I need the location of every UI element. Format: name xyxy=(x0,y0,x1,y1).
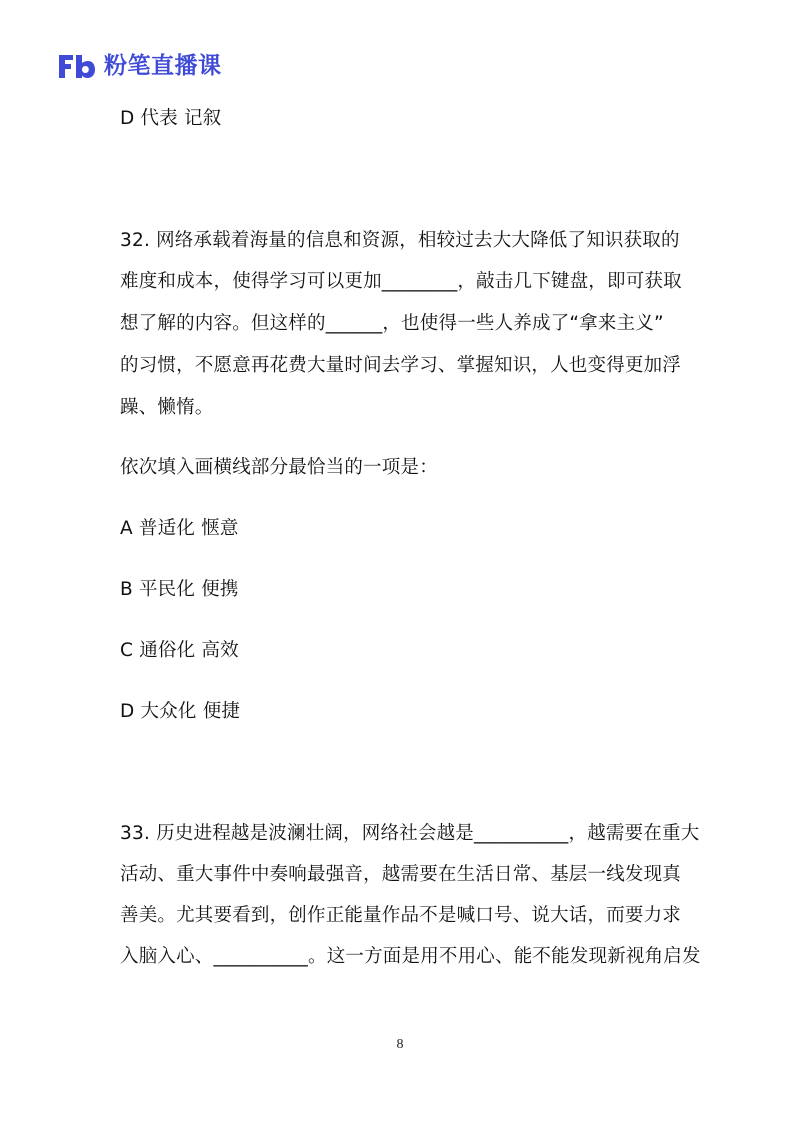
q32-stem-line: 想了解的内容。但这样的______，也使得一些人养成了“拿来主义” xyxy=(120,313,664,334)
q32-stem-line: 32. 网络承载着海量的信息和资源，相较过去大大降低了知识获取的 xyxy=(120,230,680,251)
prev-option-d: D 代表 记叙 xyxy=(120,108,222,129)
q33-stem-line: 活动、重大事件中奏响最强音，越需要在生活日常、基层一线发现真 xyxy=(120,864,682,885)
fenbi-logo-icon xyxy=(56,51,96,81)
q32-option-a: A 普适化 惬意 xyxy=(120,518,239,539)
page-header xyxy=(56,51,222,81)
q32-option-b: B 平民化 便携 xyxy=(120,579,239,600)
q32-stem-line: 躁、懒惰。 xyxy=(120,397,214,418)
q32-stem-line: 难度和成本，使得学习可以更加________，敲击几下键盘，即可获取 xyxy=(120,271,682,292)
q33-stem-line: 善美。尤其要看到，创作正能量作品不是喊口号、说大话，而要力求 xyxy=(120,905,682,926)
q32-stem-line: 的习惯，不愿意再花费大量时间去学习、掌握知识，人也变得更加浮 xyxy=(120,355,682,376)
q33-stem-line: 入脑入心、__________。这一方面是用不用心、能不能发现新视角启发 xyxy=(120,946,701,967)
brand-name: 粉笔直播课 xyxy=(104,53,222,79)
q33-stem-line: 33. 历史进程越是波澜壮阔，网络社会越是__________，越需要在重大 xyxy=(120,823,700,844)
q32-option-d: D 大众化 便捷 xyxy=(120,701,241,722)
q32-prompt: 依次填入画横线部分最恰当的一项是： xyxy=(120,457,438,478)
page-number: 8 xyxy=(396,1037,404,1052)
q32-option-c: C 通俗化 高效 xyxy=(120,640,239,661)
